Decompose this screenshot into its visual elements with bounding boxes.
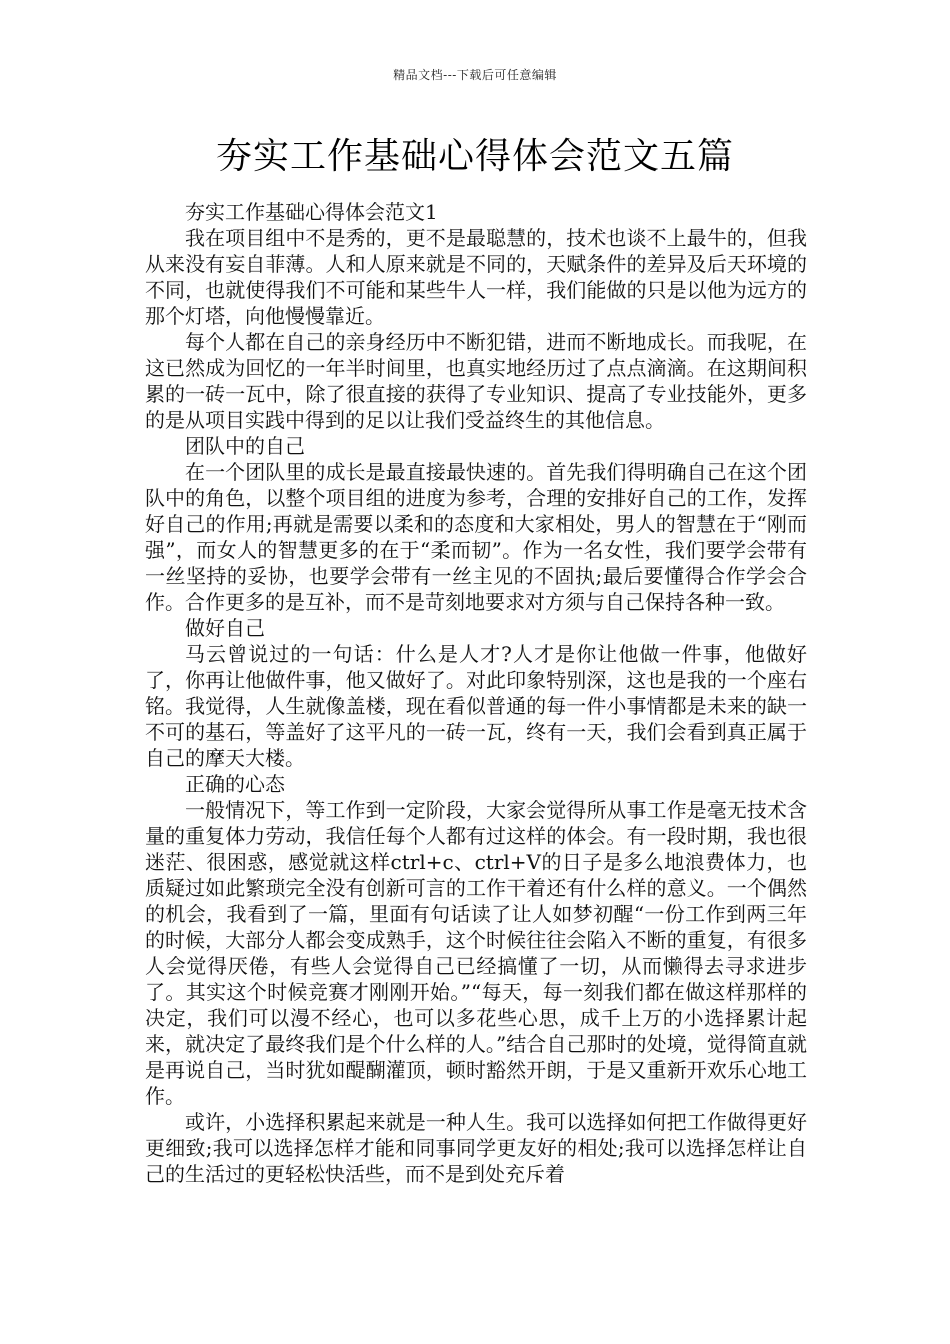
document-title: 夯实工作基础心得体会范文五篇 [215,136,734,177]
document-body [145,199,807,1187]
page-header: 精品文档---下载后可任意编辑 [393,68,557,82]
section-heading-mindset: 正确的心态 [185,772,285,796]
body-paragraph: 一般情况下，等工作到一定阶段，大家会觉得所从事工作是毫无技术含量的重复体力劳动，我信任每个人都有过这样的体会。有一段时期，我也很迷茫、很困惑，感觉就这样ctrl+c、ctrl+V的日子是多么地浪费体力，也质疑过如此繁琐完全没有创新可言的工作干着还有什么样的意义。一个偶然的机会，我看到了一篇，里面有句话读了让人如梦初醒“一份工作到两三年的时候，大部分人都会变成熟手，这个时候往往会陷入不断的重复，有很多人会觉得厌倦，有些人会觉得自己已经搞懂了一切，从而懒得去寻求进步了。其实这个时候竞赛才刚刚开始。”“每天，每一刻我们都在做这样那样的决定，我们可以漫不经心，也可以多花些心思，成千上万的小选择累计起来，就决定了最终我们是个什么样的人。”结合自己那时的处境，觉得简直就是再说自己，当时犹如醍醐灌顶，顿时豁然开朗，于是又重新开欢乐心地工作。 [145,798,807,1108]
body-paragraph: 在一个团队里的成长是最直接最快速的。首先我们得明确自己在这个团队中的角色，以整个项目组的进度为参考，合理的安排好自己的工作，发挥好自己的作用;再就是需要以柔和的态度和大家相处，男人的智慧在于“刚而强”，而女人的智慧更多的在于“柔而韧”。作为一名女性，我们要学会带有一丝坚持的妥协，也要学会带有一丝主见的不固执;最后要懂得合作学会合作。合作更多的是互补，而不是苛刻地要求对方须与自己保持各种一致。 [145,460,807,614]
section-heading-do-well: 做好自己 [185,616,265,640]
body-paragraph: 我在项目组中不是秀的，更不是最聪慧的，技术也谈不上最牛的，但我从来没有妄自菲薄。人和人原来就是不同的，天赋条件的差异及后天环境的不同，也就使得我们不可能和某些牛人一样，我们能做的只是以他为远方的那个灯塔，向他慢慢靠近。 [145,226,807,328]
section-heading-essay-1: 夯实工作基础心得体会范文1 [185,200,438,224]
section-heading-team: 团队中的自己 [185,434,305,458]
body-paragraph: 马云曾说过的一句话：什么是人才?人才是你让他做一件事，他做好了，你再让他做件事，他又做好了。对此印象特别深，这也是我的一个座右铭。我觉得，人生就像盖楼，现在看似普通的每一件小事情都是未来的缺一不可的基石，等盖好了这平凡的一砖一瓦，终有一天，我们会看到真正属于自己的摩天大楼。 [145,642,807,770]
body-paragraph: 每个人都在自己的亲身经历中不断犯错，进而不断地成长。而我呢，在这已然成为回忆的一年半时间里，也真实地经历过了点点滴滴。在这期间积累的一砖一瓦中，除了很直接的获得了专业知识、提高了专业技能外，更多的是从项目实践中得到的足以让我们受益终生的其他信息。 [145,330,807,432]
body-paragraph: 或许，小选择积累起来就是一种人生。我可以选择如何把工作做得更好更细致;我可以选择怎样才能和同事同学更友好的相处;我可以选择怎样让自己的生活过的更轻松快活些，而不是到处充斥着 [145,1110,807,1186]
